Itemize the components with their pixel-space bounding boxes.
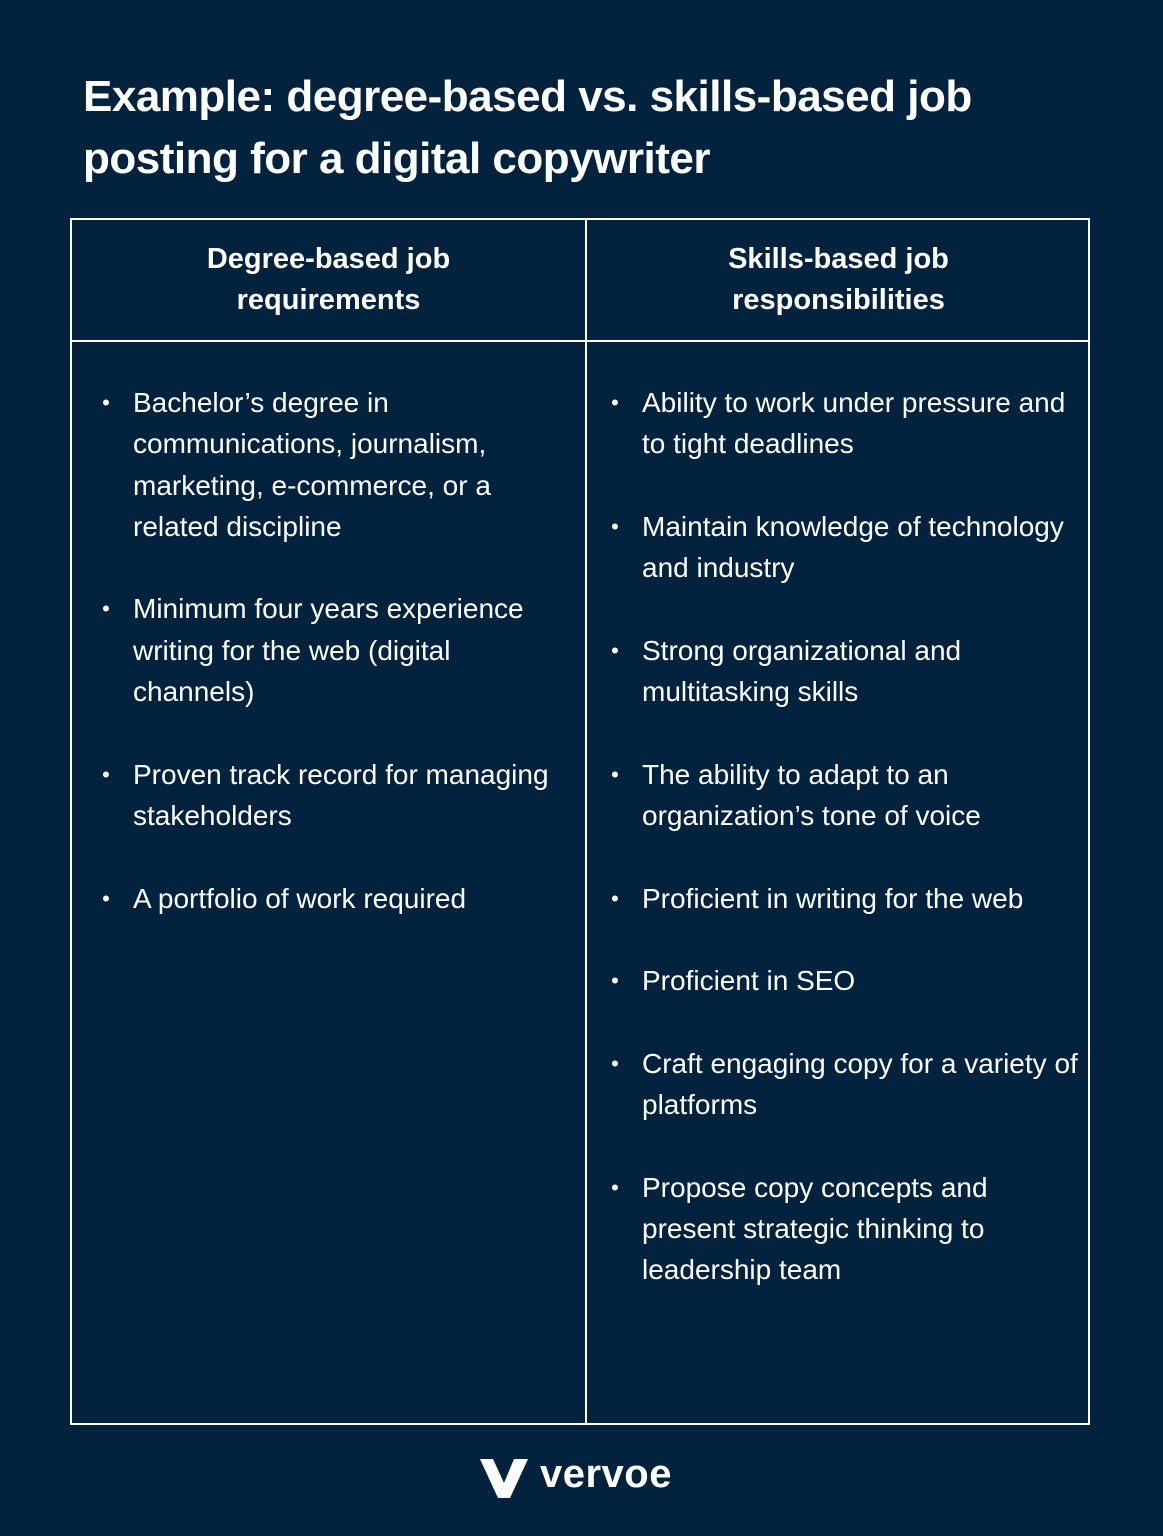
degree-based-header-text: Degree-based job requirements [206, 243, 451, 316]
list-item-text: Proficient in writing for the web [642, 882, 1024, 914]
list-item [100, 754, 570, 837]
degree-based-list [100, 382, 570, 960]
list-item-text: Ability to work under pressure and to tight deadlines [642, 387, 1066, 460]
list-item-text: Bachelor’s degree in communications, journalism, marketing, e-commerce, or a related discipline [133, 387, 491, 542]
list-item-text: Propose copy concepts and present strategic thinking to leadership team [642, 1171, 988, 1286]
bullet-icon: • [102, 885, 110, 911]
bullet-icon: • [102, 596, 110, 622]
bullet-icon: • [102, 761, 110, 787]
bullet-icon: • [611, 761, 619, 787]
bullet-icon: • [611, 513, 619, 539]
list-item [609, 960, 1079, 1001]
brand-name: vervoe [540, 1452, 672, 1496]
list-item [609, 1167, 1079, 1291]
list-item [100, 878, 570, 919]
bullet-icon: • [611, 968, 619, 994]
degree-based-column-header [72, 220, 585, 340]
list-item [609, 506, 1079, 589]
list-item-text: Proficient in SEO [642, 965, 856, 997]
skills-based-column-header [587, 220, 1090, 340]
bullet-icon: • [611, 1174, 619, 1200]
bullet-icon: • [611, 637, 619, 663]
list-item-text: Maintain knowledge of technology and industry [642, 510, 1064, 584]
column-divider [585, 220, 587, 1423]
list-item-text: Minimum four years experience writing for the web (digital channels) [133, 593, 524, 708]
comparison-table [70, 218, 1090, 1425]
list-item [100, 588, 570, 712]
list-item [609, 754, 1079, 837]
vervoe-v-logo-icon [480, 1457, 528, 1499]
vervoe-logo [480, 1452, 672, 1501]
bullet-icon: • [102, 390, 110, 415]
header-divider [72, 340, 1088, 342]
bullet-icon: • [611, 885, 619, 911]
list-item-text: Strong organizational and multitasking skills [642, 634, 962, 708]
list-item [100, 382, 570, 547]
skills-based-header-text: Skills-based job responsibilities [728, 243, 949, 316]
list-item-text: A portfolio of work required [133, 882, 467, 914]
page-title: Example: degree-based vs. skills-based job posting for a digital copywriter [83, 72, 972, 183]
list-item [609, 1043, 1079, 1126]
list-item [609, 382, 1079, 465]
bullet-icon: • [611, 1050, 619, 1076]
skills-based-list [609, 382, 1079, 1332]
list-item [609, 630, 1079, 713]
list-item-text: Proven track record for managing stakeholders [133, 758, 549, 831]
list-item [609, 878, 1079, 919]
list-item-text: Craft engaging copy for a variety of platforms [642, 1047, 1078, 1121]
bullet-icon: • [611, 390, 619, 415]
list-item-text: The ability to adapt to an organization’s tone of voice [642, 758, 981, 831]
